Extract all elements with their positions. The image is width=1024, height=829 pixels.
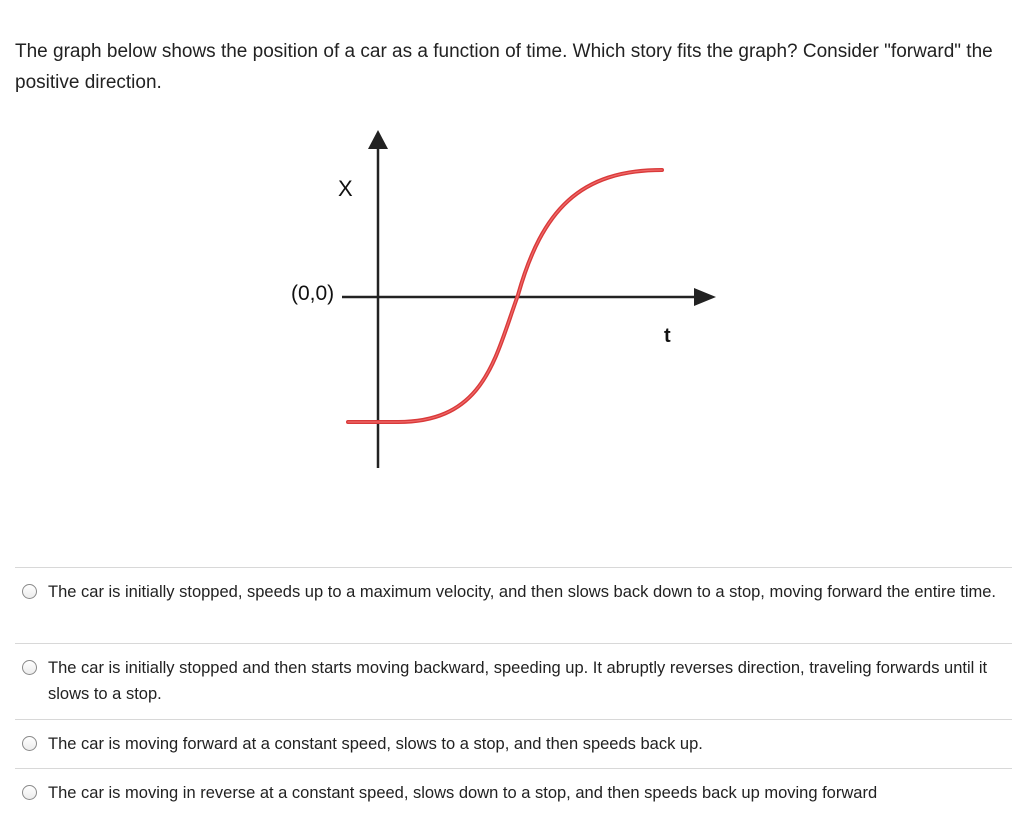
answer-options — [15, 567, 1012, 818]
radio-button[interactable] — [22, 584, 37, 599]
answer-option-3[interactable] — [15, 719, 1012, 768]
y-axis-arrow-icon — [368, 130, 388, 149]
question-text: The graph below shows the position of a car as a function of time. Which story fits the graph? Consider "forward" the positive direction. — [15, 41, 993, 93]
answer-option-1[interactable] — [15, 567, 1012, 643]
radio-button[interactable] — [22, 785, 37, 800]
answer-option-2[interactable] — [15, 643, 1012, 719]
answer-option-text: The car is moving in reverse at a constant speed, slows down to a stop, and then speeds back up moving forward — [48, 784, 878, 802]
answer-option-4[interactable] — [15, 768, 1012, 818]
x-axis-label: t — [664, 325, 671, 347]
y-axis-label: X — [338, 176, 353, 201]
position-time-graph — [280, 120, 740, 480]
radio-button[interactable] — [22, 660, 37, 675]
answer-option-text: The car is initially stopped, speeds up to a maximum velocity, and then slows back down to a stop, moving forward the entire time. — [48, 583, 996, 601]
radio-button[interactable] — [22, 736, 37, 751]
origin-label: (0,0) — [291, 282, 335, 305]
answer-option-text: The car is initially stopped and then starts moving backward, speeding up. It abruptly reverses direction, traveling forwards until it slows to a stop. — [48, 659, 988, 703]
answer-option-text: The car is moving forward at a constant speed, slows to a stop, and then speeds back up. — [48, 735, 703, 753]
x-axis-arrow-icon — [694, 288, 716, 306]
